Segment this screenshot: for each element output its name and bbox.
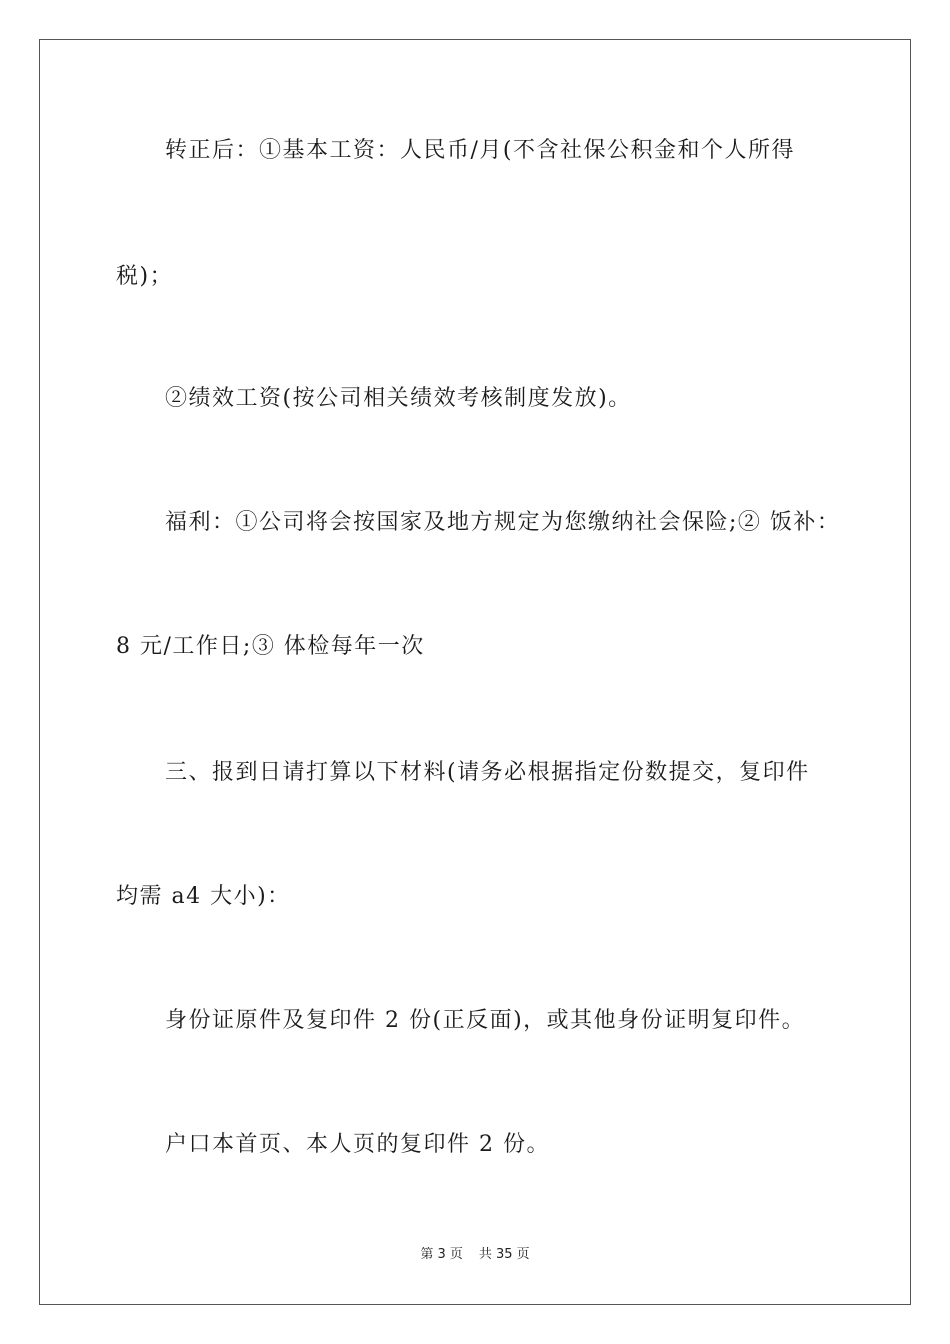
- paragraph-benefits-line2: 8 元/工作日;③ 体检每年一次: [116, 634, 425, 659]
- paragraph-salary-line1: 转正后：①基本工资：人民币/月(不含社保公积金和个人所得: [165, 138, 795, 163]
- total-pages: 共 35 页: [478, 1247, 530, 1262]
- page-number: 第 3 页: [420, 1247, 463, 1262]
- paragraph-household-register: 户口本首页、本人页的复印件 2 份。: [165, 1132, 550, 1157]
- paragraph-id-card: 身份证原件及复印件 2 份(正反面)，或其他身份证明复印件。: [165, 1008, 806, 1033]
- page-border: [39, 39, 911, 1305]
- paragraph-salary-line2: 税)；: [116, 264, 174, 289]
- paragraph-materials-line2: 均需 a4 大小)：: [116, 884, 291, 909]
- paragraph-benefits-line1: 福利：①公司将会按国家及地方规定为您缴纳社会保险;② 饭补：: [165, 510, 841, 535]
- page-footer: [0, 1245, 950, 1265]
- paragraph-materials-line1: 三、报到日请打算以下材料(请务必根据指定份数提交，复印件: [165, 760, 810, 785]
- paragraph-performance-pay: ②绩效工资(按公司相关绩效考核制度发放)。: [165, 386, 632, 411]
